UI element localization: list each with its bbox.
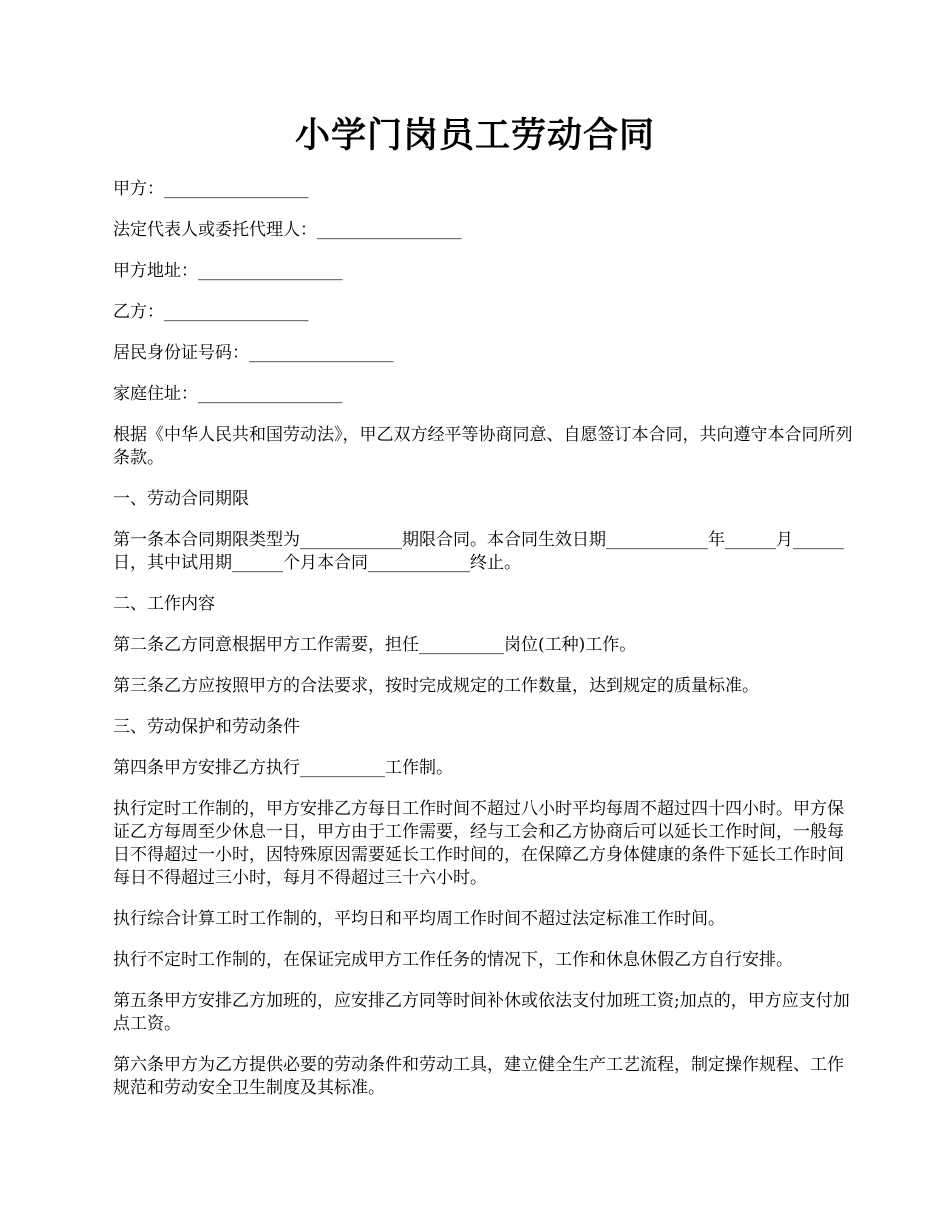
paragraph-flexible-hours: 执行不定时工作制的，在保证完成甲方工作任务的情况下，工作和休息休假乙方自行安排。: [113, 950, 793, 970]
article-2: 第二条乙方同意根据甲方工作需要，担任__________岗位(工种)工作。: [113, 635, 637, 655]
field-label: 居民身份证号码：: [113, 343, 249, 363]
field-blank: _________________: [164, 302, 309, 322]
intro-paragraph: 根据《中华人民共和国劳动法》，甲乙双方经平等协商同意、自愿签订本合同，共向遵守本合同所列条款。: [113, 425, 853, 468]
paragraph-fixed-hours: 执行定时工作制的，甲方安排乙方每日工作时间不超过八小时平均每周不超过四十四小时。甲方保证乙方每周至少休息一日，甲方由于工作需要，经与工会和乙方协商后可以延长工作时间，一般每日不得超过一小时，因特殊原因需要延长工作时间的，在保障乙方身体健康的条件下延长工作时间每日不得超过三小时，每月不得超过三十六小时。: [113, 799, 844, 888]
field-blank: _________________: [317, 220, 462, 240]
field-blank: _________________: [164, 179, 309, 199]
document-body: [113, 178, 855, 1118]
field-home-address: [113, 383, 855, 406]
field-party-b: [113, 301, 855, 324]
field-blank: _________________: [198, 261, 343, 281]
field-label: 乙方：: [113, 302, 164, 322]
field-id-number: [113, 342, 855, 365]
field-party-a: [113, 178, 855, 201]
field-label: 法定代表人或委托代理人：: [113, 220, 317, 240]
section-heading-work-content: 二、工作内容: [113, 594, 215, 614]
field-blank: _________________: [249, 343, 394, 363]
article-4: 第四条甲方安排乙方执行__________工作制。: [113, 758, 453, 778]
article-3: 第三条乙方应按照甲方的合法要求，按时完成规定的工作数量，达到规定的质量标准。: [113, 676, 759, 696]
section-heading-labor-protection: 三、劳动保护和劳动条件: [113, 717, 300, 737]
field-legal-representative: [113, 219, 855, 242]
article-5: 第五条甲方安排乙方加班的，应安排乙方同等时间补休或依法支付加班工资;加点的，甲方应支付加点工资。: [113, 991, 850, 1034]
field-label: 甲方：: [113, 179, 164, 199]
article-1: 第一条本合同期限类型为____________期限合同。本合同生效日期____________年______月______日，其中试用期______个月本合同____________终止。: [113, 530, 844, 573]
field-blank: _________________: [198, 384, 343, 404]
document-title: 小学门岗员工劳动合同: [294, 115, 655, 156]
section-heading-term: 一、劳动合同期限: [113, 489, 249, 509]
field-label: 家庭住址：: [113, 384, 198, 404]
paragraph-comprehensive-hours: 执行综合计算工时工作制的，平均日和平均周工作时间不超过法定标准工作时间。: [113, 909, 725, 929]
field-label: 甲方地址：: [113, 261, 198, 281]
article-6: 第六条甲方为乙方提供必要的劳动条件和劳动工具，建立健全生产工艺流程，制定操作规程、工作规范和劳动安全卫生制度及其标准。: [113, 1055, 844, 1098]
field-party-a-address: [113, 260, 855, 283]
